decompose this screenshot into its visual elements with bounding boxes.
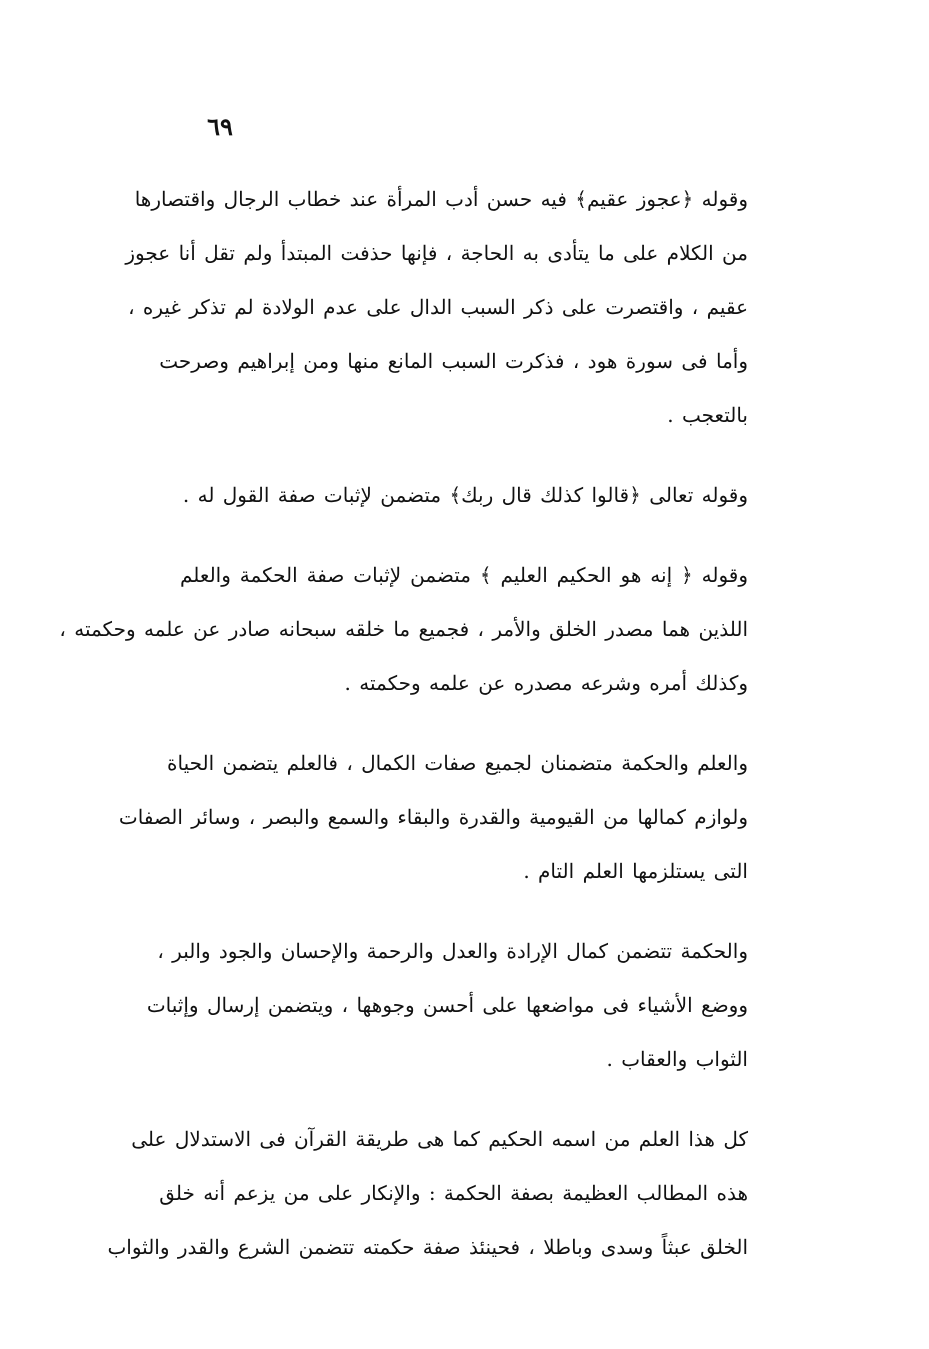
text-line: من الكلام على ما يتأدى به الحاجة ، فإنها حذفت المبتدأ ولم تقل أنا عجوز <box>125 241 748 265</box>
text-line: كل هذا العلم من اسمه الحكيم كما هى طريقة القرآن فى الاستدلال على <box>131 1127 748 1151</box>
text-line: وقوله تعالى ﴿قالوا كذلك قال ربك﴾ متضمن لإثبات صفة القول له . <box>182 483 748 507</box>
text-line: بالتعجب . <box>667 403 748 427</box>
text-line: والحكمة تتضمن كمال الإرادة والعدل والرحمة والإحسان والجود والبر ، <box>157 939 748 963</box>
text-line: وقوله ﴿ إنه هو الحكيم العليم ﴾ متضمن لإثبات صفة الحكمة والعلم <box>180 563 748 587</box>
text-line: والعلم والحكمة متضمنان لجميع صفات الكمال ، فالعلم يتضمن الحياة <box>167 751 748 775</box>
text-line: وقوله ﴿عجوز عقيم﴾ فيه حسن أدب المرأة عند خطاب الرجال واقتصارها <box>134 187 748 211</box>
paragraph <box>107 1112 748 1274</box>
text-line: عقيم ، واقتصرت على ذكر السبب الدال على عدم الولادة لم تذكر غيره ، <box>128 295 748 319</box>
paragraph <box>118 736 748 898</box>
text-line: ووضع الأشياء فى مواضعها على أحسن وجوهها ، ويتضمن إرسال وإثبات <box>146 993 748 1017</box>
text-line: وكذلك أمره وشرعه مصدره عن علمه وحكمته . <box>344 671 748 695</box>
paragraph <box>146 924 748 1086</box>
text-line: الثواب والعقاب . <box>606 1047 748 1071</box>
text-line: ولوازم كمالها من القيومية والقدرة والبقاء والسمع والبصر ، وسائر الصفات <box>118 805 748 829</box>
text-line: التى يستلزمها العلم التام . <box>523 859 748 883</box>
text-line: وأما فى سورة هود ، فذكرت السبب المانع منها ومن إبراهيم وصرحت <box>159 349 748 373</box>
paragraph <box>125 172 748 442</box>
text-line: الخلق عبثاً وسدى وباطلا ، فحينئذ صفة حكمته تتضمن الشرع والقدر والثواب <box>107 1235 748 1259</box>
paragraph <box>59 548 748 710</box>
text-line: اللذين هما مصدر الخلق والأمر ، فجميع ما خلقه سبحانه صادر عن علمه وحكمته ، <box>59 617 748 641</box>
text-line: هذه المطالب العظيمة بصفة الحكمة : والإنكار على من يزعم أنه خلق <box>159 1181 748 1205</box>
body-text <box>59 172 748 1300</box>
page-number: ٦٩ <box>207 112 233 141</box>
paragraph <box>180 468 748 522</box>
